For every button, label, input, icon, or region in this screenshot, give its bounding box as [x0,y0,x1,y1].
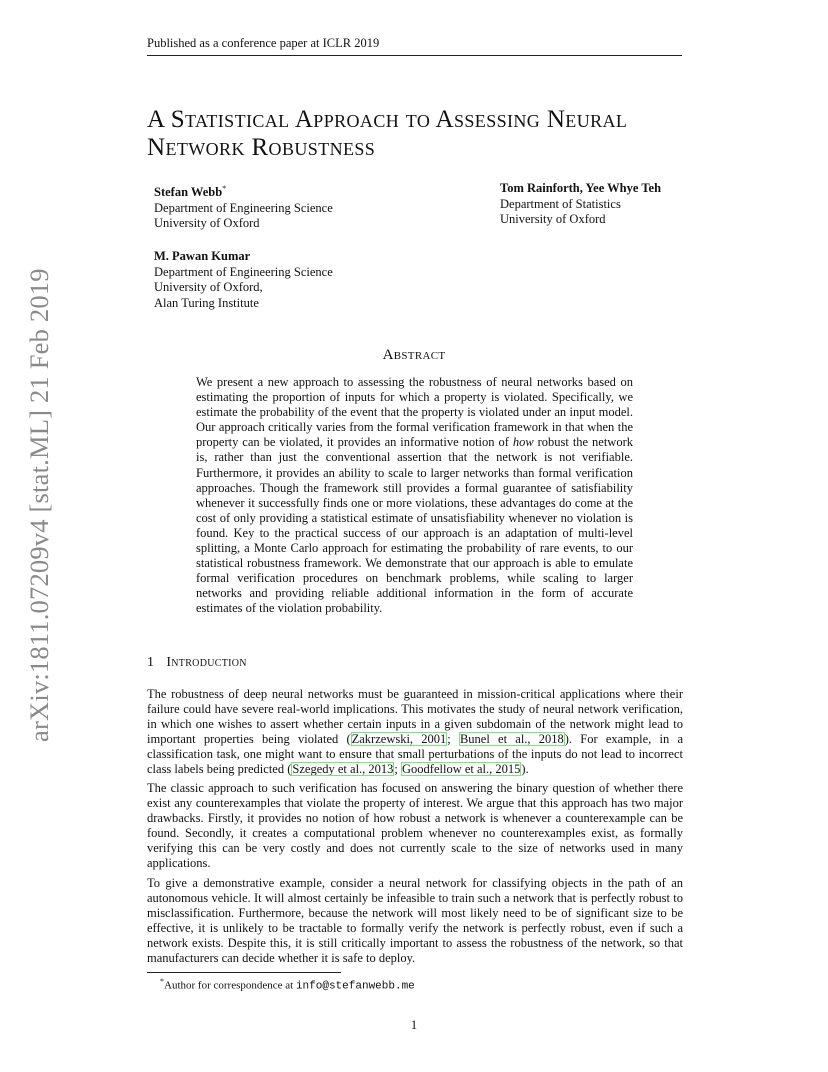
author-name: Stefan Webb [154,185,223,200]
section-number: 1 [147,655,155,670]
footnote-text: Author for correspondence at [164,979,296,992]
citation-link[interactable]: Bunel et al., 2018 [459,732,564,747]
abstract-part: We present a new approach to assessing the robustness of neural networks based on estimating the proportion of inputs for which a property is violated. Specifically, we estimate the probability of the event that the property is violated under an input model. Our approach critically varies from the formal verification framework in that when the property can be violated, it provides an informative notion of [196,375,633,450]
author-block-1 [154,181,333,232]
text-run: ). For example, in a classification task, one might want to ensure that small perturbations of the inputs do not lead to incorrect class labels being predicted ( [147,732,683,777]
author-affiliation: Alan Turing Institute [154,295,259,310]
text-run: The robustness of deep neural networks must be guaranteed in mission-critical applications where their failure could have severe real-world implications. This motivates the study of neural network verification, in which one wishes to assert whether certain inputs in a given subdomain of the network might lead to important properties being violated ( [147,687,683,747]
abstract-part: robust the network is, rather than just the conventional assertion that the network is not verifiable. Furthermore, it provides an ability to scale to larger networks than formal verification approaches. Though the framework still provides a formal guarantee of satisfiability whenever it successfully finds one or more violations, these advantages do come at the cost of only providing a statistical estimate of unsatisfiability whenever no violation is found. Key to the practical success of our approach is an adaptation of multi-level splitting, a Monte Carlo approach for estimating the probability of rare events, to our statistical robustness framework. We demonstrate that our approach is able to emulate formal verification procedures on benchmark problems, while scaling to larger networks and providing reliable additional information in the form of accurate estimates of the violation probability. [196,435,633,616]
author-affiliation: Department of Engineering Science [154,200,333,215]
footnote [160,977,415,993]
author-affiliation: University of Oxford [154,216,260,231]
author-block-3 [154,249,333,311]
author-affiliation: Department of Statistics [500,196,621,211]
intro-paragraph-3: To give a demonstrative example, consider a neural network for classifying objects in the path of an autonomous vehicle. It will almost certainly be infeasible to train such a network that is perfectly robust to misclassification. Furthermore, because the network will most likely need to be of significant size to be effective, it is unlikely to be tractable to formally verify the network is perfectly robust, even if such a network exists. Despite this, it is still critically important to assess the robustness of the network, so that manufacturers can decide whether it is safe to deploy. [147,876,683,966]
author-affiliation: University of Oxford, [154,280,263,294]
paper-title: A Statistical Approach to Assessing Neural Network Robustness [147,106,628,161]
running-header: Published as a conference paper at ICLR 2019 [147,36,682,56]
author-name: M. Pawan Kumar [154,249,251,263]
abstract-heading: Abstract [382,347,446,363]
author-affiliation: Department of Engineering Science [154,264,333,279]
page-number: 1 [410,1018,418,1032]
abstract-emphasis: how [512,435,534,450]
arxiv-identifier[interactable]: arXiv:1811.07209v4 [stat.ML] 21 Feb 2019 [24,268,54,742]
intro-paragraph-2: The classic approach to such verification has focused on answering the binary question of whether there exist any counterexamples that violate the property of interest. We argue that this approach has two major drawbacks. Firstly, it provides no notion of how robust a network is whenever a counterexample can be found. Secondly, it creates a computational problem whenever no counterexamples exist, as formally verifying this can be very costly and does not currently scale to the size of networks used in many applications. [147,781,683,871]
intro-paragraph-1: The robustness of deep neural networks must be guaranteed in mission-critical applications where their failure could have severe real-world implications. This motivates the study of neural network verification, in which one wishes to assert whether certain inputs in a given subdomain of the network might lead to important properties being violated (Zakrzewski, 2001; Bunel et al., 2018). For example, in a classification task, one might want to ensure that small perturbations of the inputs do not lead to incorrect class labels being predicted (Szegedy et al., 2013; Goodfellow et al., 2015). [147,687,683,777]
author-affiliation: University of Oxford [500,212,606,226]
author-footnote-mark[interactable]: * [222,184,227,193]
section-title: Introduction [166,655,247,670]
author-name: Tom Rainforth, Yee Whye Teh [500,181,662,195]
author-block-2 [500,181,661,228]
citation-link[interactable]: Goodfellow et al., 2015 [402,762,521,777]
citation-link[interactable]: Szegedy et al., 2013 [292,762,394,777]
footnote-rule [147,972,341,973]
abstract-text [196,375,633,617]
section-heading [147,655,247,671]
text-run: ). [521,762,529,777]
citation-link[interactable]: Zakrzewski, 2001 [351,732,447,747]
footnote-mark: * [160,977,164,986]
email-link[interactable]: info@stefanwebb.me [295,980,415,993]
